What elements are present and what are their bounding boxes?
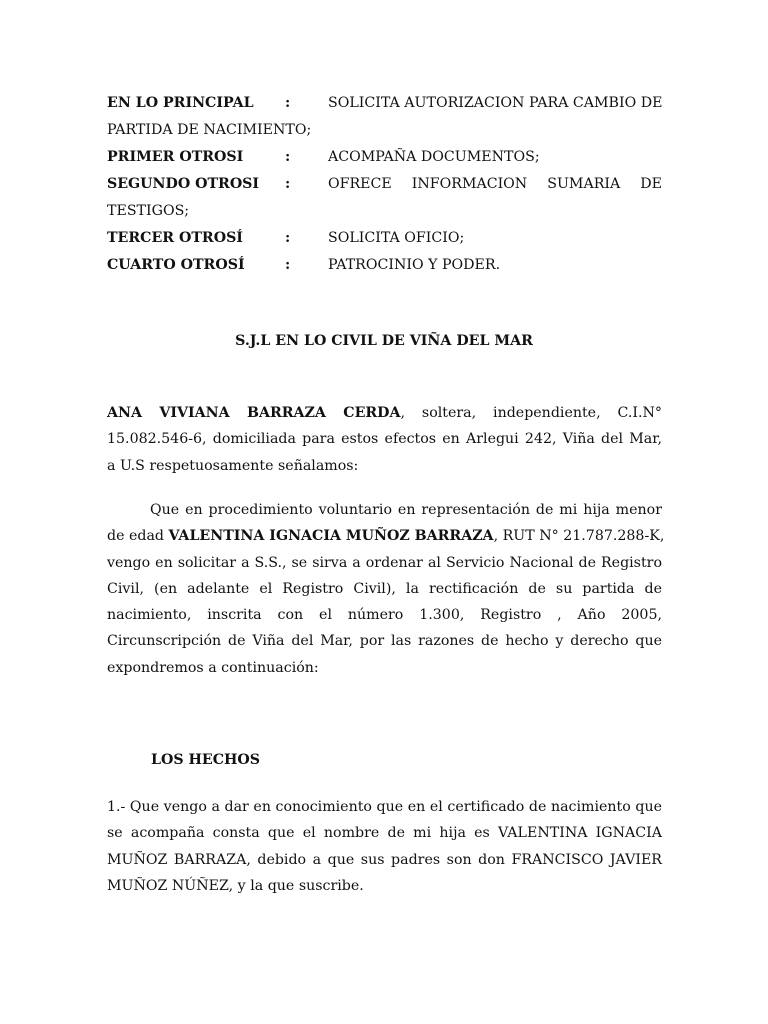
sumilla-text: SOLICITA OFICIO;	[328, 230, 465, 246]
sumilla-label: SEGUNDO OTROSI	[107, 176, 260, 192]
paragraph-line: MUÑOZ BARRAZA, debido a que sus padres son don FRANCISCO JAVIER	[107, 851, 662, 868]
paragraph-line: Que en procedimiento voluntario en representación de mi hija menor	[150, 502, 662, 518]
paragraph-line: nacimiento, inscrita con el número 1.300, Registro , Año 2005,	[107, 607, 662, 624]
paragraph-line	[107, 400, 662, 426]
paragraph-line: expondremos a continuación:	[107, 659, 319, 676]
sumilla-label: TERCER OTROSÍ	[107, 230, 243, 246]
sumilla-colon: :	[285, 95, 291, 111]
request-paragraph	[107, 497, 665, 681]
fact-1-paragraph	[107, 794, 662, 899]
sumilla-block	[107, 90, 662, 279]
paragraph-line: 15.082.546-6, domiciliada para estos efectos en Arlegui 242, Viña del Mar,	[107, 431, 662, 448]
minor-name: VALENTINA IGNACIA MUÑOZ BARRAZA	[168, 528, 494, 545]
sumilla-colon: :	[285, 230, 291, 246]
sumilla-row-segundo-otrosi	[107, 171, 662, 198]
sumilla-colon: :	[285, 149, 291, 165]
paragraph-line	[107, 523, 665, 549]
sumilla-row-segundo-otrosi-cont	[107, 198, 662, 225]
petitioner-name: ANA VIVIANA BARRAZA CERDA	[107, 405, 401, 421]
paragraph-line: a U.S respetuosamente señalamos:	[107, 457, 359, 474]
line-text: , RUT N° 21.787.288-K,	[493, 528, 665, 545]
sumilla-text: SOLICITA AUTORIZACION PARA CAMBIO DE	[328, 95, 663, 111]
sumilla-colon: :	[285, 176, 291, 192]
paragraph-line: se acompaña consta que el nombre de mi hija es VALENTINA IGNACIA	[107, 825, 662, 842]
sumilla-row-primer-otrosi	[107, 144, 662, 171]
sumilla-colon: :	[285, 257, 291, 273]
sumilla-continuation: PARTIDA DE NACIMIENTO;	[107, 122, 312, 138]
sumilla-label: EN LO PRINCIPAL	[107, 95, 254, 111]
paragraph-line: MUÑOZ NÚÑEZ, y la que suscribe.	[107, 877, 364, 894]
sumilla-text: PATROCINIO Y PODER.	[328, 257, 501, 273]
paragraph-line: Civil, (en adelante el Registro Civil), la rectificación de su partida de	[107, 580, 662, 597]
line-text: de edad	[107, 528, 169, 545]
sumilla-label: PRIMER OTROSI	[107, 149, 244, 165]
sumilla-continuation: TESTIGOS;	[107, 203, 190, 219]
facts-heading: LOS HECHOS	[151, 752, 261, 768]
sumilla-row-tercer-otrosi	[107, 225, 662, 252]
sumilla-text: OFRECE INFORMACION SUMARIA DE	[328, 176, 662, 192]
sumilla-label: CUARTO OTROSÍ	[107, 257, 245, 273]
sumilla-row-principal-cont	[107, 117, 662, 144]
appearance-paragraph	[107, 400, 662, 479]
court-heading: S.J.L EN LO CIVIL DE VIÑA DEL MAR	[235, 333, 533, 349]
line-text: , soltera, independiente, C.I.N°	[400, 405, 662, 421]
sumilla-row-principal	[107, 90, 662, 117]
paragraph-line: 1.- Que vengo a dar en conocimiento que en el certificado de nacimiento que	[107, 799, 662, 815]
paragraph-line: vengo en solicitar a S.S., se sirva a ordenar al Servicio Nacional de Registro	[107, 554, 662, 571]
paragraph-line: Circunscripción de Viña del Mar, por las razones de hecho y derecho que	[107, 633, 662, 650]
sumilla-text: ACOMPAÑA DOCUMENTOS;	[328, 149, 540, 165]
sumilla-row-cuarto-otrosi	[107, 252, 662, 279]
